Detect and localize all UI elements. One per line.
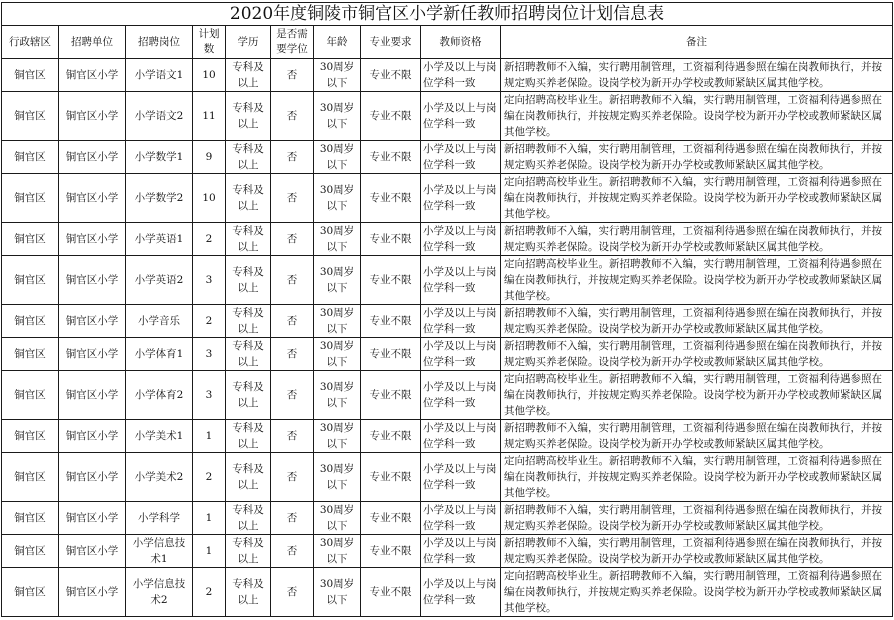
cell-remark: 新招聘教师不入编，实行聘用制管理，工资福利待遇参照在编在岗教师执行，并按规定购买养老保险。设岗学校为新开办学校或教师紧缺区属其他学校。: [501, 502, 893, 535]
cell-position: 小学英语2: [126, 256, 193, 305]
cell-remark: 定向招聘高校毕业生。新招聘教师不入编，实行聘用制管理，工资福利待遇参照在编在岗教师执行，并按规定购买养老保险。设岗学校为新开办学校或教师紧缺区属其他学校。: [501, 92, 893, 141]
cell-qualification: 小学及以上与岗位学科一致: [421, 305, 501, 338]
cell-education: 专科及以上: [226, 59, 271, 92]
cell-age: 30周岁以下: [314, 502, 361, 535]
cell-unit: 铜官区小学: [59, 256, 126, 305]
cell-district: 铜官区: [2, 92, 59, 141]
cell-position: 小学体育1: [126, 338, 193, 371]
table-row: [2, 174, 893, 223]
cell-count: 10: [193, 59, 226, 92]
cell-major: 专业不限: [361, 338, 421, 371]
cell-qualification: 小学及以上与岗位学科一致: [421, 174, 501, 223]
cell-count: 3: [193, 371, 226, 420]
cell-major: 专业不限: [361, 371, 421, 420]
cell-remark: 新招聘教师不入编，实行聘用制管理，工资福利待遇参照在编在岗教师执行，并按规定购买养老保险。设岗学校为新开办学校或教师紧缺区属其他学校。: [501, 223, 893, 256]
cell-degree: 否: [271, 453, 314, 502]
header-major: 专业要求: [361, 26, 421, 59]
cell-education: 专科及以上: [226, 92, 271, 141]
table-row: [2, 502, 893, 535]
cell-degree: 否: [271, 305, 314, 338]
header-unit: 招聘单位: [59, 26, 126, 59]
cell-district: 铜官区: [2, 256, 59, 305]
cell-major: 专业不限: [361, 174, 421, 223]
cell-count: 3: [193, 256, 226, 305]
cell-qualification: 小学及以上与岗位学科一致: [421, 371, 501, 420]
cell-major: 专业不限: [361, 420, 421, 453]
cell-remark: 定向招聘高校毕业生。新招聘教师不入编，实行聘用制管理，工资福利待遇参照在编在岗教师执行，并按规定购买养老保险。设岗学校为新开办学校或教师紧缺区属其他学校。: [501, 174, 893, 223]
cell-education: 专科及以上: [226, 174, 271, 223]
cell-unit: 铜官区小学: [59, 174, 126, 223]
table-row: [2, 223, 893, 256]
cell-position: 小学数学2: [126, 174, 193, 223]
cell-education: 专科及以上: [226, 256, 271, 305]
cell-unit: 铜官区小学: [59, 371, 126, 420]
cell-count: 2: [193, 305, 226, 338]
cell-major: 专业不限: [361, 453, 421, 502]
cell-unit: 铜官区小学: [59, 535, 126, 568]
cell-education: 专科及以上: [226, 420, 271, 453]
header-row: [2, 26, 893, 59]
table-row: [2, 256, 893, 305]
cell-remark: 新招聘教师不入编，实行聘用制管理，工资福利待遇参照在编在岗教师执行，并按规定购买养老保险。设岗学校为新开办学校或教师紧缺区属其他学校。: [501, 141, 893, 174]
cell-remark: 定向招聘高校毕业生。新招聘教师不入编，实行聘用制管理，工资福利待遇参照在编在岗教师执行，并按规定购买养老保险。设岗学校为新开办学校或教师紧缺区属其他学校。: [501, 568, 893, 617]
cell-position: 小学体育2: [126, 371, 193, 420]
cell-qualification: 小学及以上与岗位学科一致: [421, 59, 501, 92]
cell-count: 2: [193, 453, 226, 502]
cell-remark: 新招聘教师不入编，实行聘用制管理，工资福利待遇参照在编在岗教师执行，并按规定购买养老保险。设岗学校为新开办学校或教师紧缺区属其他学校。: [501, 305, 893, 338]
cell-degree: 否: [271, 174, 314, 223]
cell-degree: 否: [271, 59, 314, 92]
cell-degree: 否: [271, 535, 314, 568]
cell-count: 10: [193, 174, 226, 223]
table-row: [2, 338, 893, 371]
cell-district: 铜官区: [2, 174, 59, 223]
cell-district: 铜官区: [2, 305, 59, 338]
cell-count: 2: [193, 223, 226, 256]
cell-degree: 否: [271, 256, 314, 305]
cell-education: 专科及以上: [226, 535, 271, 568]
cell-count: 1: [193, 535, 226, 568]
cell-district: 铜官区: [2, 535, 59, 568]
cell-unit: 铜官区小学: [59, 223, 126, 256]
cell-position: 小学科学: [126, 502, 193, 535]
cell-degree: 否: [271, 223, 314, 256]
cell-age: 30周岁以下: [314, 420, 361, 453]
cell-major: 专业不限: [361, 535, 421, 568]
cell-remark: 新招聘教师不入编，实行聘用制管理，工资福利待遇参照在编在岗教师执行，并按规定购买养老保险。设岗学校为新开办学校或教师紧缺区属其他学校。: [501, 420, 893, 453]
header-count: 计划数: [193, 26, 226, 59]
cell-age: 30周岁以下: [314, 453, 361, 502]
cell-position: 小学数学1: [126, 141, 193, 174]
cell-remark: 新招聘教师不入编，实行聘用制管理，工资福利待遇参照在编在岗教师执行，并按规定购买养老保险。设岗学校为新开办学校或教师紧缺区属其他学校。: [501, 535, 893, 568]
header-district: 行政辖区: [2, 26, 59, 59]
cell-age: 30周岁以下: [314, 223, 361, 256]
cell-qualification: 小学及以上与岗位学科一致: [421, 453, 501, 502]
cell-qualification: 小学及以上与岗位学科一致: [421, 223, 501, 256]
table-row: [2, 568, 893, 617]
cell-remark: 定向招聘高校毕业生。新招聘教师不入编，实行聘用制管理，工资福利待遇参照在编在岗教师执行，并按规定购买养老保险。设岗学校为新开办学校或教师紧缺区属其他学校。: [501, 453, 893, 502]
cell-major: 专业不限: [361, 92, 421, 141]
header-degree: 是否需要学位: [271, 26, 314, 59]
cell-qualification: 小学及以上与岗位学科一致: [421, 420, 501, 453]
cell-position: 小学音乐: [126, 305, 193, 338]
cell-position: 小学美术1: [126, 420, 193, 453]
cell-position: 小学信息技术1: [126, 535, 193, 568]
cell-district: 铜官区: [2, 223, 59, 256]
cell-major: 专业不限: [361, 141, 421, 174]
cell-unit: 铜官区小学: [59, 59, 126, 92]
cell-degree: 否: [271, 568, 314, 617]
cell-qualification: 小学及以上与岗位学科一致: [421, 256, 501, 305]
cell-count: 1: [193, 502, 226, 535]
cell-education: 专科及以上: [226, 568, 271, 617]
table-row: [2, 535, 893, 568]
cell-remark: 定向招聘高校毕业生。新招聘教师不入编，实行聘用制管理，工资福利待遇参照在编在岗教师执行，并按规定购买养老保险。设岗学校为新开办学校或教师紧缺区属其他学校。: [501, 371, 893, 420]
cell-unit: 铜官区小学: [59, 92, 126, 141]
cell-major: 专业不限: [361, 59, 421, 92]
cell-degree: 否: [271, 141, 314, 174]
header-education: 学历: [226, 26, 271, 59]
cell-age: 30周岁以下: [314, 338, 361, 371]
cell-education: 专科及以上: [226, 141, 271, 174]
cell-major: 专业不限: [361, 223, 421, 256]
header-age: 年龄: [314, 26, 361, 59]
cell-education: 专科及以上: [226, 305, 271, 338]
cell-degree: 否: [271, 371, 314, 420]
cell-major: 专业不限: [361, 256, 421, 305]
cell-education: 专科及以上: [226, 371, 271, 420]
cell-qualification: 小学及以上与岗位学科一致: [421, 568, 501, 617]
table-row: [2, 59, 893, 92]
cell-qualification: 小学及以上与岗位学科一致: [421, 92, 501, 141]
table-row: [2, 92, 893, 141]
header-remark: 备注: [501, 26, 893, 59]
table-row: [2, 371, 893, 420]
cell-position: 小学英语1: [126, 223, 193, 256]
page-title: 2020年度铜陵市铜官区小学新任教师招聘岗位计划信息表: [2, 3, 893, 26]
cell-district: 铜官区: [2, 568, 59, 617]
cell-age: 30周岁以下: [314, 59, 361, 92]
cell-position: 小学语文2: [126, 92, 193, 141]
cell-age: 30周岁以下: [314, 371, 361, 420]
header-qualification: 教师资格: [421, 26, 501, 59]
cell-unit: 铜官区小学: [59, 502, 126, 535]
cell-age: 30周岁以下: [314, 256, 361, 305]
cell-degree: 否: [271, 420, 314, 453]
cell-major: 专业不限: [361, 502, 421, 535]
cell-unit: 铜官区小学: [59, 338, 126, 371]
cell-unit: 铜官区小学: [59, 420, 126, 453]
cell-unit: 铜官区小学: [59, 568, 126, 617]
cell-unit: 铜官区小学: [59, 305, 126, 338]
cell-district: 铜官区: [2, 338, 59, 371]
cell-district: 铜官区: [2, 141, 59, 174]
cell-district: 铜官区: [2, 453, 59, 502]
cell-education: 专科及以上: [226, 502, 271, 535]
cell-count: 9: [193, 141, 226, 174]
cell-count: 11: [193, 92, 226, 141]
cell-education: 专科及以上: [226, 223, 271, 256]
cell-age: 30周岁以下: [314, 305, 361, 338]
cell-degree: 否: [271, 338, 314, 371]
cell-age: 30周岁以下: [314, 141, 361, 174]
cell-district: 铜官区: [2, 420, 59, 453]
table-row: [2, 453, 893, 502]
cell-education: 专科及以上: [226, 453, 271, 502]
cell-education: 专科及以上: [226, 338, 271, 371]
cell-major: 专业不限: [361, 568, 421, 617]
cell-count: 2: [193, 568, 226, 617]
cell-degree: 否: [271, 502, 314, 535]
cell-district: 铜官区: [2, 59, 59, 92]
cell-age: 30周岁以下: [314, 92, 361, 141]
cell-remark: 定向招聘高校毕业生。新招聘教师不入编，实行聘用制管理，工资福利待遇参照在编在岗教师执行，并按规定购买养老保险。设岗学校为新开办学校或教师紧缺区属其他学校。: [501, 256, 893, 305]
cell-count: 3: [193, 338, 226, 371]
cell-age: 30周岁以下: [314, 174, 361, 223]
cell-qualification: 小学及以上与岗位学科一致: [421, 535, 501, 568]
cell-position: 小学美术2: [126, 453, 193, 502]
cell-qualification: 小学及以上与岗位学科一致: [421, 141, 501, 174]
cell-degree: 否: [271, 92, 314, 141]
cell-district: 铜官区: [2, 371, 59, 420]
table-row: [2, 141, 893, 174]
cell-qualification: 小学及以上与岗位学科一致: [421, 502, 501, 535]
cell-position: 小学信息技术2: [126, 568, 193, 617]
cell-unit: 铜官区小学: [59, 141, 126, 174]
cell-district: 铜官区: [2, 502, 59, 535]
recruitment-plan-table: [1, 2, 893, 617]
table-row: [2, 305, 893, 338]
cell-remark: 新招聘教师不入编，实行聘用制管理，工资福利待遇参照在编在岗教师执行，并按规定购买养老保险。设岗学校为新开办学校或教师紧缺区属其他学校。: [501, 59, 893, 92]
header-position: 招聘岗位: [126, 26, 193, 59]
cell-major: 专业不限: [361, 305, 421, 338]
cell-count: 1: [193, 420, 226, 453]
cell-age: 30周岁以下: [314, 535, 361, 568]
table-row: [2, 420, 893, 453]
cell-position: 小学语文1: [126, 59, 193, 92]
cell-age: 30周岁以下: [314, 568, 361, 617]
cell-unit: 铜官区小学: [59, 453, 126, 502]
cell-qualification: 小学及以上与岗位学科一致: [421, 338, 501, 371]
cell-remark: 新招聘教师不入编，实行聘用制管理，工资福利待遇参照在编在岗教师执行，并按规定购买养老保险。设岗学校为新开办学校或教师紧缺区属其他学校。: [501, 338, 893, 371]
